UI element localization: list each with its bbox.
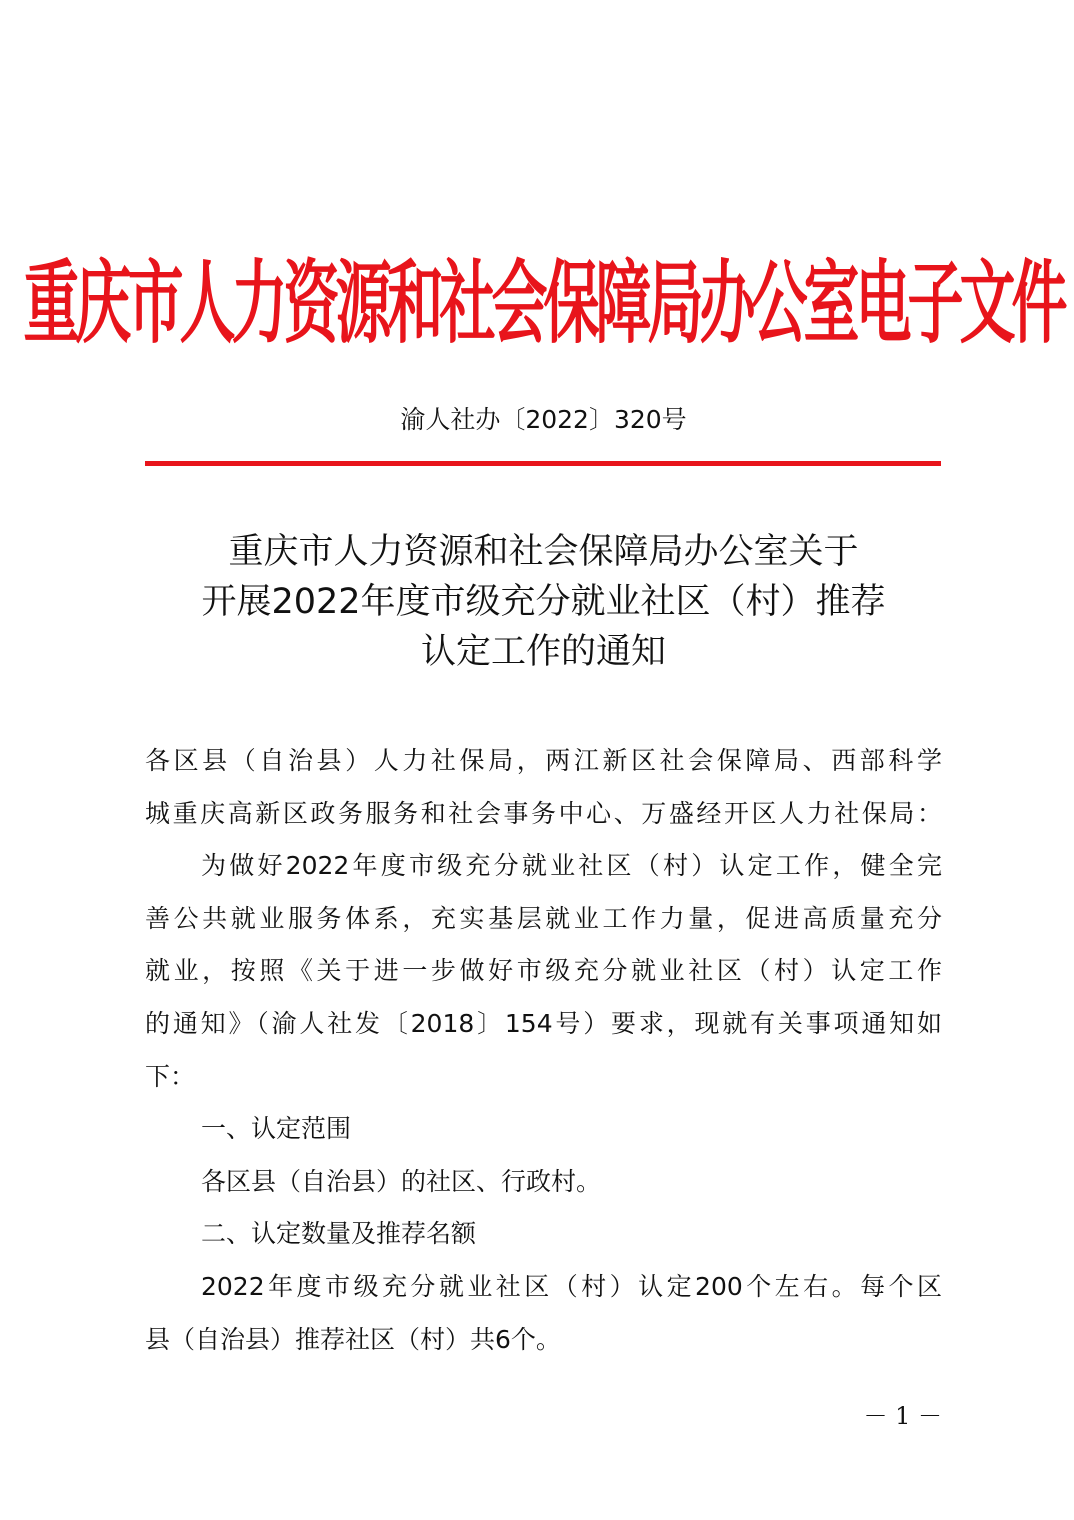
body-line-paragraph-3: 就业，按照《关于进一步做好市级充分就业社区（村）认定工作 [145,956,942,986]
title-line-2: 开展2022年度市级充分就业社区（村）推荐 [201,582,886,622]
page-number: － 1 － [863,1402,942,1430]
notice-body [145,739,942,1370]
body-line-paragraph-4: 的通知》（渝人社发〔2018〕154号）要求，现就有关事项通知如 [145,1008,942,1038]
body-line-quota-2: 县（自治县）推荐社区（村）共6个。 [145,1324,561,1354]
body-line-paragraph-2: 善公共就业服务体系，充实基层就业工作力量，促进高质量充分 [145,903,942,933]
body-line-paragraph-5: 下： [145,1061,196,1091]
section-heading-quota: 二、认定数量及推荐名额 [201,1219,477,1249]
body-line-addressee-2: 城重庆高新区政务服务和社会事务中心、万盛经开区人力社保局： [145,798,942,828]
masthead-title: 重庆市人力资源和社会保障局办公室电子文件 [23,252,1064,357]
body-line-quota-1: 2022年度市级充分就业社区（村）认定200个左右。每个区 [201,1271,942,1301]
section-heading-scope: 一、认定范围 [201,1114,352,1144]
title-line-1: 重庆市人力资源和社会保障局办公室关于 [228,532,859,572]
red-divider-rule [145,461,941,466]
document-number: 渝人社办〔2022〕320号 [400,405,687,434]
title-line-3: 认定工作的通知 [420,632,666,672]
body-line-paragraph-1: 为做好2022年度市级充分就业社区（村）认定工作，健全完 [201,851,942,881]
body-line-addressee-1: 各区县（自治县）人力社保局，两江新区社会保障局、西部科学 [145,746,942,775]
body-line-scope: 各区县（自治县）的社区、行政村。 [201,1166,602,1196]
notice-title [145,527,942,677]
